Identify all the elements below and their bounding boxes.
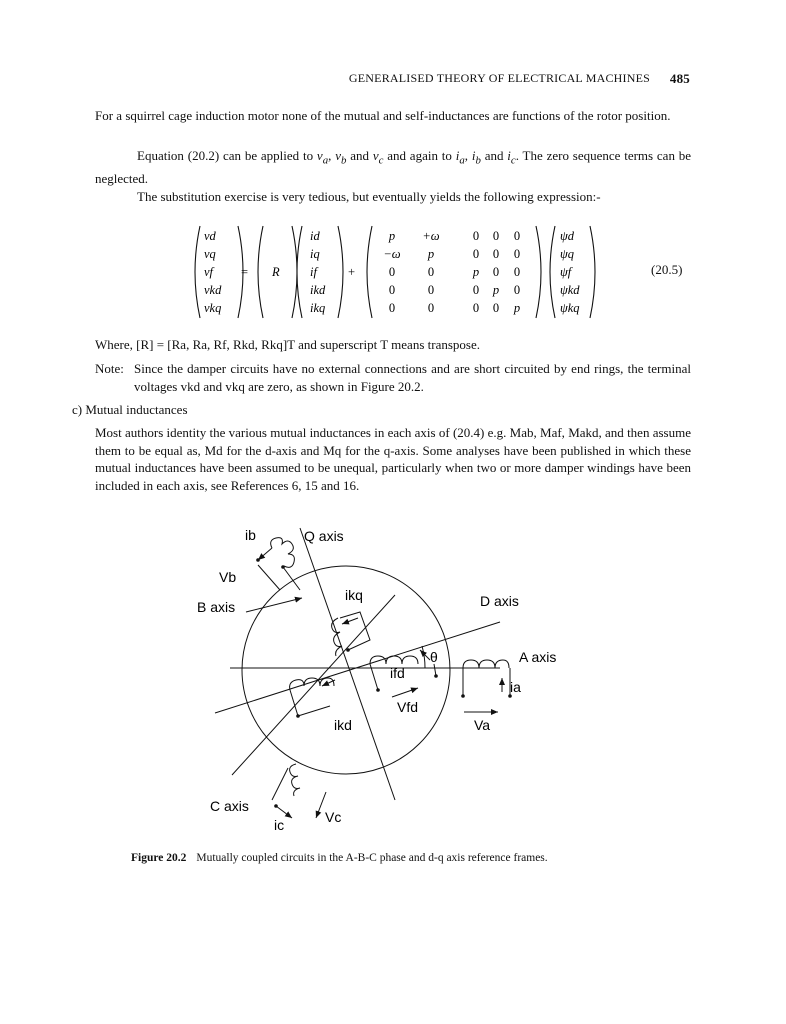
v-kq: vkq bbox=[204, 301, 222, 315]
label-vc: Vc bbox=[325, 809, 342, 825]
equation-number: (20.5) bbox=[651, 262, 683, 277]
m-3-1: 0 bbox=[427, 283, 435, 297]
section-heading: c) Mutual inductances bbox=[72, 402, 188, 417]
m-3-2: 0 bbox=[472, 283, 480, 297]
m-2-3: 0 bbox=[492, 265, 500, 279]
equals-sign: = bbox=[241, 265, 249, 279]
figure-caption bbox=[131, 852, 548, 864]
m-1-0: −ω bbox=[383, 247, 401, 261]
p2-post: and again to bbox=[383, 148, 456, 163]
label-vb: Vb bbox=[219, 569, 237, 585]
m-0-3: 0 bbox=[492, 229, 500, 243]
m-2-1: 0 bbox=[427, 265, 435, 279]
m-4-0: 0 bbox=[388, 301, 396, 315]
psi-d: ψd bbox=[560, 229, 575, 243]
label-q-axis: Q axis bbox=[304, 528, 344, 544]
m-3-0: 0 bbox=[388, 283, 396, 297]
plus-sign: + bbox=[348, 265, 356, 279]
label-ib: ib bbox=[245, 527, 256, 543]
i-f: if bbox=[310, 265, 317, 279]
p2-end: . The zero sequence terms can be neglected. bbox=[95, 148, 692, 187]
m-2-4: 0 bbox=[513, 265, 521, 279]
p2-pre: Equation (20.2) can be applied to bbox=[137, 148, 317, 163]
i-d: id bbox=[310, 229, 320, 243]
m-4-1: 0 bbox=[427, 301, 435, 315]
psi-kq: ψkq bbox=[560, 301, 580, 315]
label-b-axis: B axis bbox=[197, 599, 236, 615]
label-c-axis: C axis bbox=[210, 798, 249, 814]
where-line: Where, [R] = [Ra, Ra, Rf, Rkd, Rkq]T and superscript T means transpose. bbox=[95, 337, 480, 352]
m-1-3: 0 bbox=[492, 247, 500, 261]
label-vfd: Vfd bbox=[397, 699, 419, 715]
page-number: 485 bbox=[669, 71, 690, 86]
v-d: vd bbox=[204, 229, 216, 243]
paragraph-2: Equation (20.2) can be applied to $v_a$, $v_b$ and $v_c$ and again to $i_a$, $i_b$ and $i_c$. The zero sequence terms can be neglected. bbox=[95, 148, 692, 187]
paragraph-3: The substitution exercise is very tedious, but eventually yields the following expression:- bbox=[137, 189, 601, 204]
header-title: GENERALISED THEORY OF ELECTRICAL MACHINES bbox=[348, 71, 650, 85]
label-ic: ic bbox=[274, 817, 285, 833]
v-f: vf bbox=[204, 265, 214, 279]
label-va: Va bbox=[474, 717, 491, 733]
label-d-axis: D axis bbox=[480, 593, 519, 609]
mutual-paragraph: Most authors identity the various mutual inductances in each axis of (20.4) e.g. Mab, Maf, Makd, and then assume them to be equal as, Md for the d-axis and Mq for the q-axis. Some analyses have been published in which these mutual inductances have been assumed to be unequal, particularly when two or more damper windings have been included in each axis, see References 6, 15 and 16. bbox=[95, 425, 691, 493]
m-4-2: 0 bbox=[472, 301, 480, 315]
m-2-2: p bbox=[472, 265, 480, 279]
label-theta: θ bbox=[430, 649, 438, 665]
v-kd: vkd bbox=[204, 283, 222, 297]
label-ifd: ifd bbox=[390, 665, 405, 681]
m-1-2: 0 bbox=[472, 247, 480, 261]
note-text: Since the damper circuits have no external connections and are short circuited by end rings, the terminal voltages vkd and vkq are zero, as shown in Figure 20.2. bbox=[134, 361, 691, 394]
i-kq: ikq bbox=[310, 301, 326, 315]
i-kd: ikd bbox=[310, 283, 326, 297]
q-axis-line bbox=[300, 528, 395, 800]
m-0-1: +ω bbox=[422, 229, 440, 243]
psi-f: ψf bbox=[560, 265, 572, 279]
psi-kd: ψkd bbox=[560, 283, 580, 297]
caption-label: Figure 20.2 bbox=[131, 852, 187, 864]
r-symbol: R bbox=[272, 265, 280, 279]
m-0-0: p bbox=[388, 229, 396, 243]
m-3-3: p bbox=[492, 283, 500, 297]
m-4-3: 0 bbox=[492, 301, 500, 315]
note-label: Note: bbox=[95, 361, 124, 376]
theta-arc bbox=[422, 646, 425, 668]
m-2-0: 0 bbox=[388, 265, 396, 279]
b-c-axis-line bbox=[232, 595, 395, 775]
label-ikq: ikq bbox=[345, 587, 363, 603]
m-4-4: p bbox=[513, 301, 521, 315]
m-0-4: 0 bbox=[513, 229, 521, 243]
m-3-4: 0 bbox=[513, 283, 521, 297]
label-ikd: ikd bbox=[334, 717, 352, 733]
label-a-axis: A axis bbox=[519, 649, 557, 665]
m-1-1: p bbox=[427, 247, 435, 261]
v-q: vq bbox=[204, 247, 216, 261]
psi-q: ψq bbox=[560, 247, 575, 261]
b-coil bbox=[271, 538, 295, 568]
i-q: iq bbox=[310, 247, 320, 261]
m-1-4: 0 bbox=[513, 247, 521, 261]
caption-text: Mutually coupled circuits in the A-B-C phase and d-q axis reference frames. bbox=[196, 852, 548, 864]
m-0-2: 0 bbox=[472, 229, 480, 243]
paragraph-1: For a squirrel cage induction motor none of the mutual and self-inductances are functions of the rotor position. bbox=[95, 108, 671, 123]
label-ia: ia bbox=[510, 679, 521, 695]
